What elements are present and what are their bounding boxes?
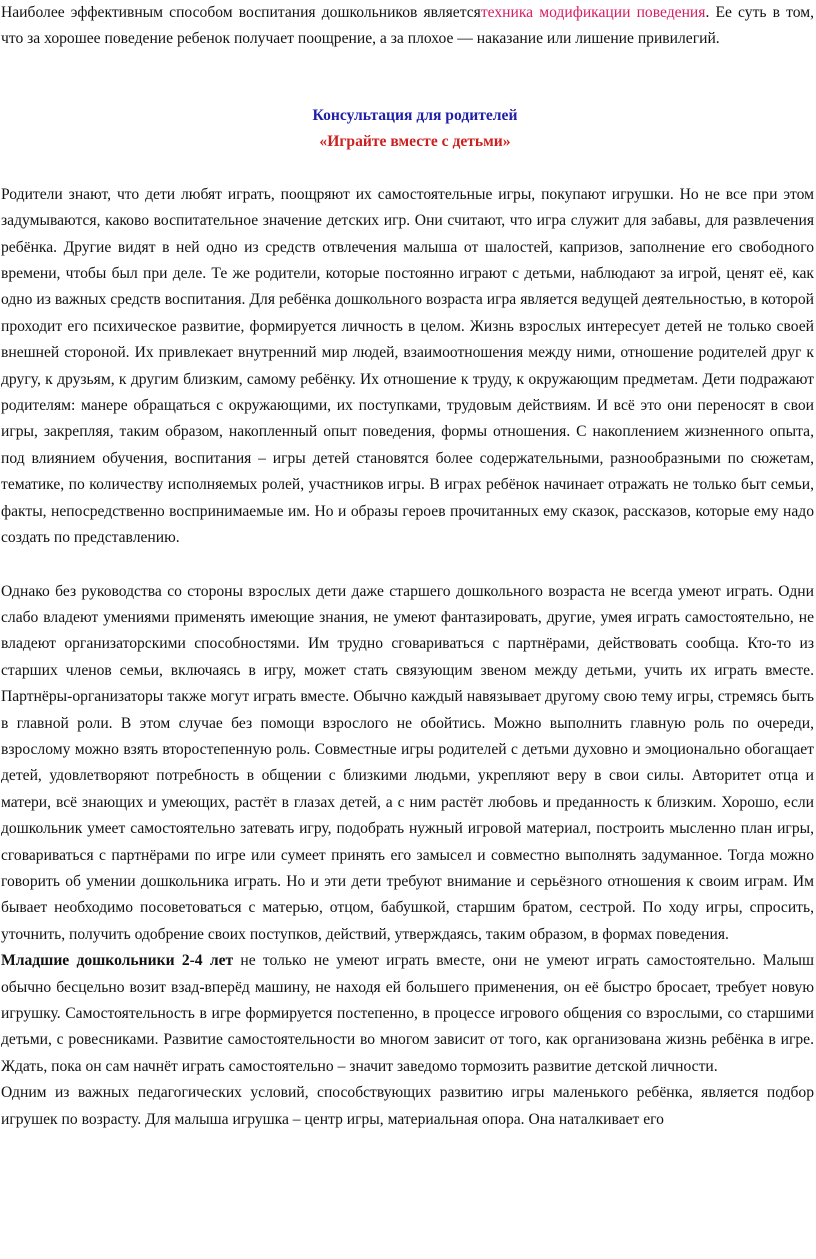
- intro-text-after: . Ее суть в том, что за хорошее поведение ребенок получает поощрение, а за плохое — наказание или лишение привилегий.: [1, 4, 814, 48]
- document-page: [1, 0, 814, 1133]
- paragraph-parents-know: Родители знают, что дети любят играть, поощряют их самостоятельные игры, покупают игрушки. Но не все при этом задумываются, каково воспитательное значение детских игр. Они считают, что игра служит для забавы, для развлечения ребёнка. Другие видят в ней одно из средств отвлечения малыша от шалостей, капризов, заполнение его свободного времени, чтобы был при деле. Те же родители, которые постоянно играют с детьми, наблюдают за игрой, ценят её, как одно из важных средств воспитания. Для ребёнка дошкольного возраста игра является ведущей деятельностью, в которой проходит его психическое развитие, формируется личность в целом. Жизнь взрослых интересует детей не только своей внешней стороной. Их привлекает внутренний мир людей, взаимоотношения между ними, отношение родителей друг к другу, к друзьям, к другим близким, самому ребёнку. Их отношение к труду, к окружающим предметам. Дети подражают родителям: манере обращаться с окружающими, их поступками, трудовым действиям. И всё это они переносят в свои игры, закрепляя, таким образом, накопленный опыт поведения, формы отношения. С накоплением жизненного опыта, под влиянием обучения, воспитания – игры детей становятся более содержательными, разнообразными по сюжетам, тематике, по количеству исполняемых ролей, участников игры. В играх ребёнок начинает отражать не только быт семьи, факты, непосредственно воспринимаемые им. Но и образы героев прочитанных ему сказок, рассказов, которые ему надо создать по представлению.: [1, 185, 814, 547]
- consultation-heading: [1, 103, 814, 155]
- paragraph-without-guidance: Однако без руководства со стороны взрослых дети даже старшего дошкольного возраста не всегда умеют играть. Одни слабо владеют умениями применять имеющие знания, не умеют фантазировать, другие, умея играть самостоятельно, не владеют организаторскими способностями. Им трудно сговариваться с партнёрами, действовать сообща. Кто-то из старших членов семьи, включаясь в игру, может стать связующим звеном между детьми, учить их играть вместе. Партнёры-организаторы также могут играть вместе. Обычно каждый навязывает другому свою тему игры, стремясь быть в главной роли. В этом случае без помощи взрослого не обойтись. Можно выполнить главную роль по очереди, взрослому можно взять второстепенную роль. Совместные игры родителей с детьми духовно и эмоционально обогащает детей, удовлетворяют потребность в общении с близкими людьми, укрепляют веру в свои силы. Авторитет отца и матери, всё знающих и умеющих, растёт в глазах детей, а с ним растёт любовь и преданность к близким. Хорошо, если дошкольник умеет самостоятельно затевать игру, подобрать нужный игровой материал, построить мысленно план игры, сговариваться с партнёрами по игре или сумеет принять его замысел и совместно выполнять задуманное. Тогда можно говорить об умении дошкольника играть. Но и эти дети требуют внимание и серьёзного отношения к своим играм. Им бывает необходимо посоветоваться с матерью, отцом, бабушкой, старшим братом, сестрой. По ходу игры, спросить, уточнить, получить одобрение своих поступков, действий, утверждаясь, таким образом, в формах поведения.: [1, 582, 814, 943]
- younger-preschoolers-bold: Младшие дошкольники 2-4 лет: [1, 952, 234, 970]
- younger-preschoolers-text: не только не умеют играть вместе, они не умеют играть самостоятельно. Малыш обычно бесцельно возит взад-вперёд машину, не находя ей большего применения, он её быстро бросает, требует новую игрушку. Самостоятельность в игре формируется постепенно, в процессе игрового общения со взрослыми, со старшими детьми, с ровесниками. Развитие самостоятельности во многом зависит от того, как организована жизнь ребёнка в игре. Ждать, пока он сам начнёт играть самостоятельно – значит заведомо тормозить развитие детской личности.: [1, 952, 814, 1075]
- intro-text-before: Наиболее эффективным способом воспитания дошкольников является: [1, 4, 481, 21]
- behavior-modification-link[interactable]: техника модификации поведения: [480, 4, 706, 21]
- heading-subtitle: «Играйте вместе с детьми»: [319, 132, 511, 150]
- paragraph-younger-preschoolers: [1, 948, 814, 1080]
- heading-title: Консультация для родителей: [312, 106, 518, 124]
- intro-paragraph: [1, 0, 814, 53]
- paragraph-toy-selection: Одним из важных педагогических условий, способствующих развитию игры маленького ребёнка, является подбор игрушек по возрасту. Для малыша игрушка – центр игры, материальная опора. Она наталкивает его: [1, 1084, 814, 1128]
